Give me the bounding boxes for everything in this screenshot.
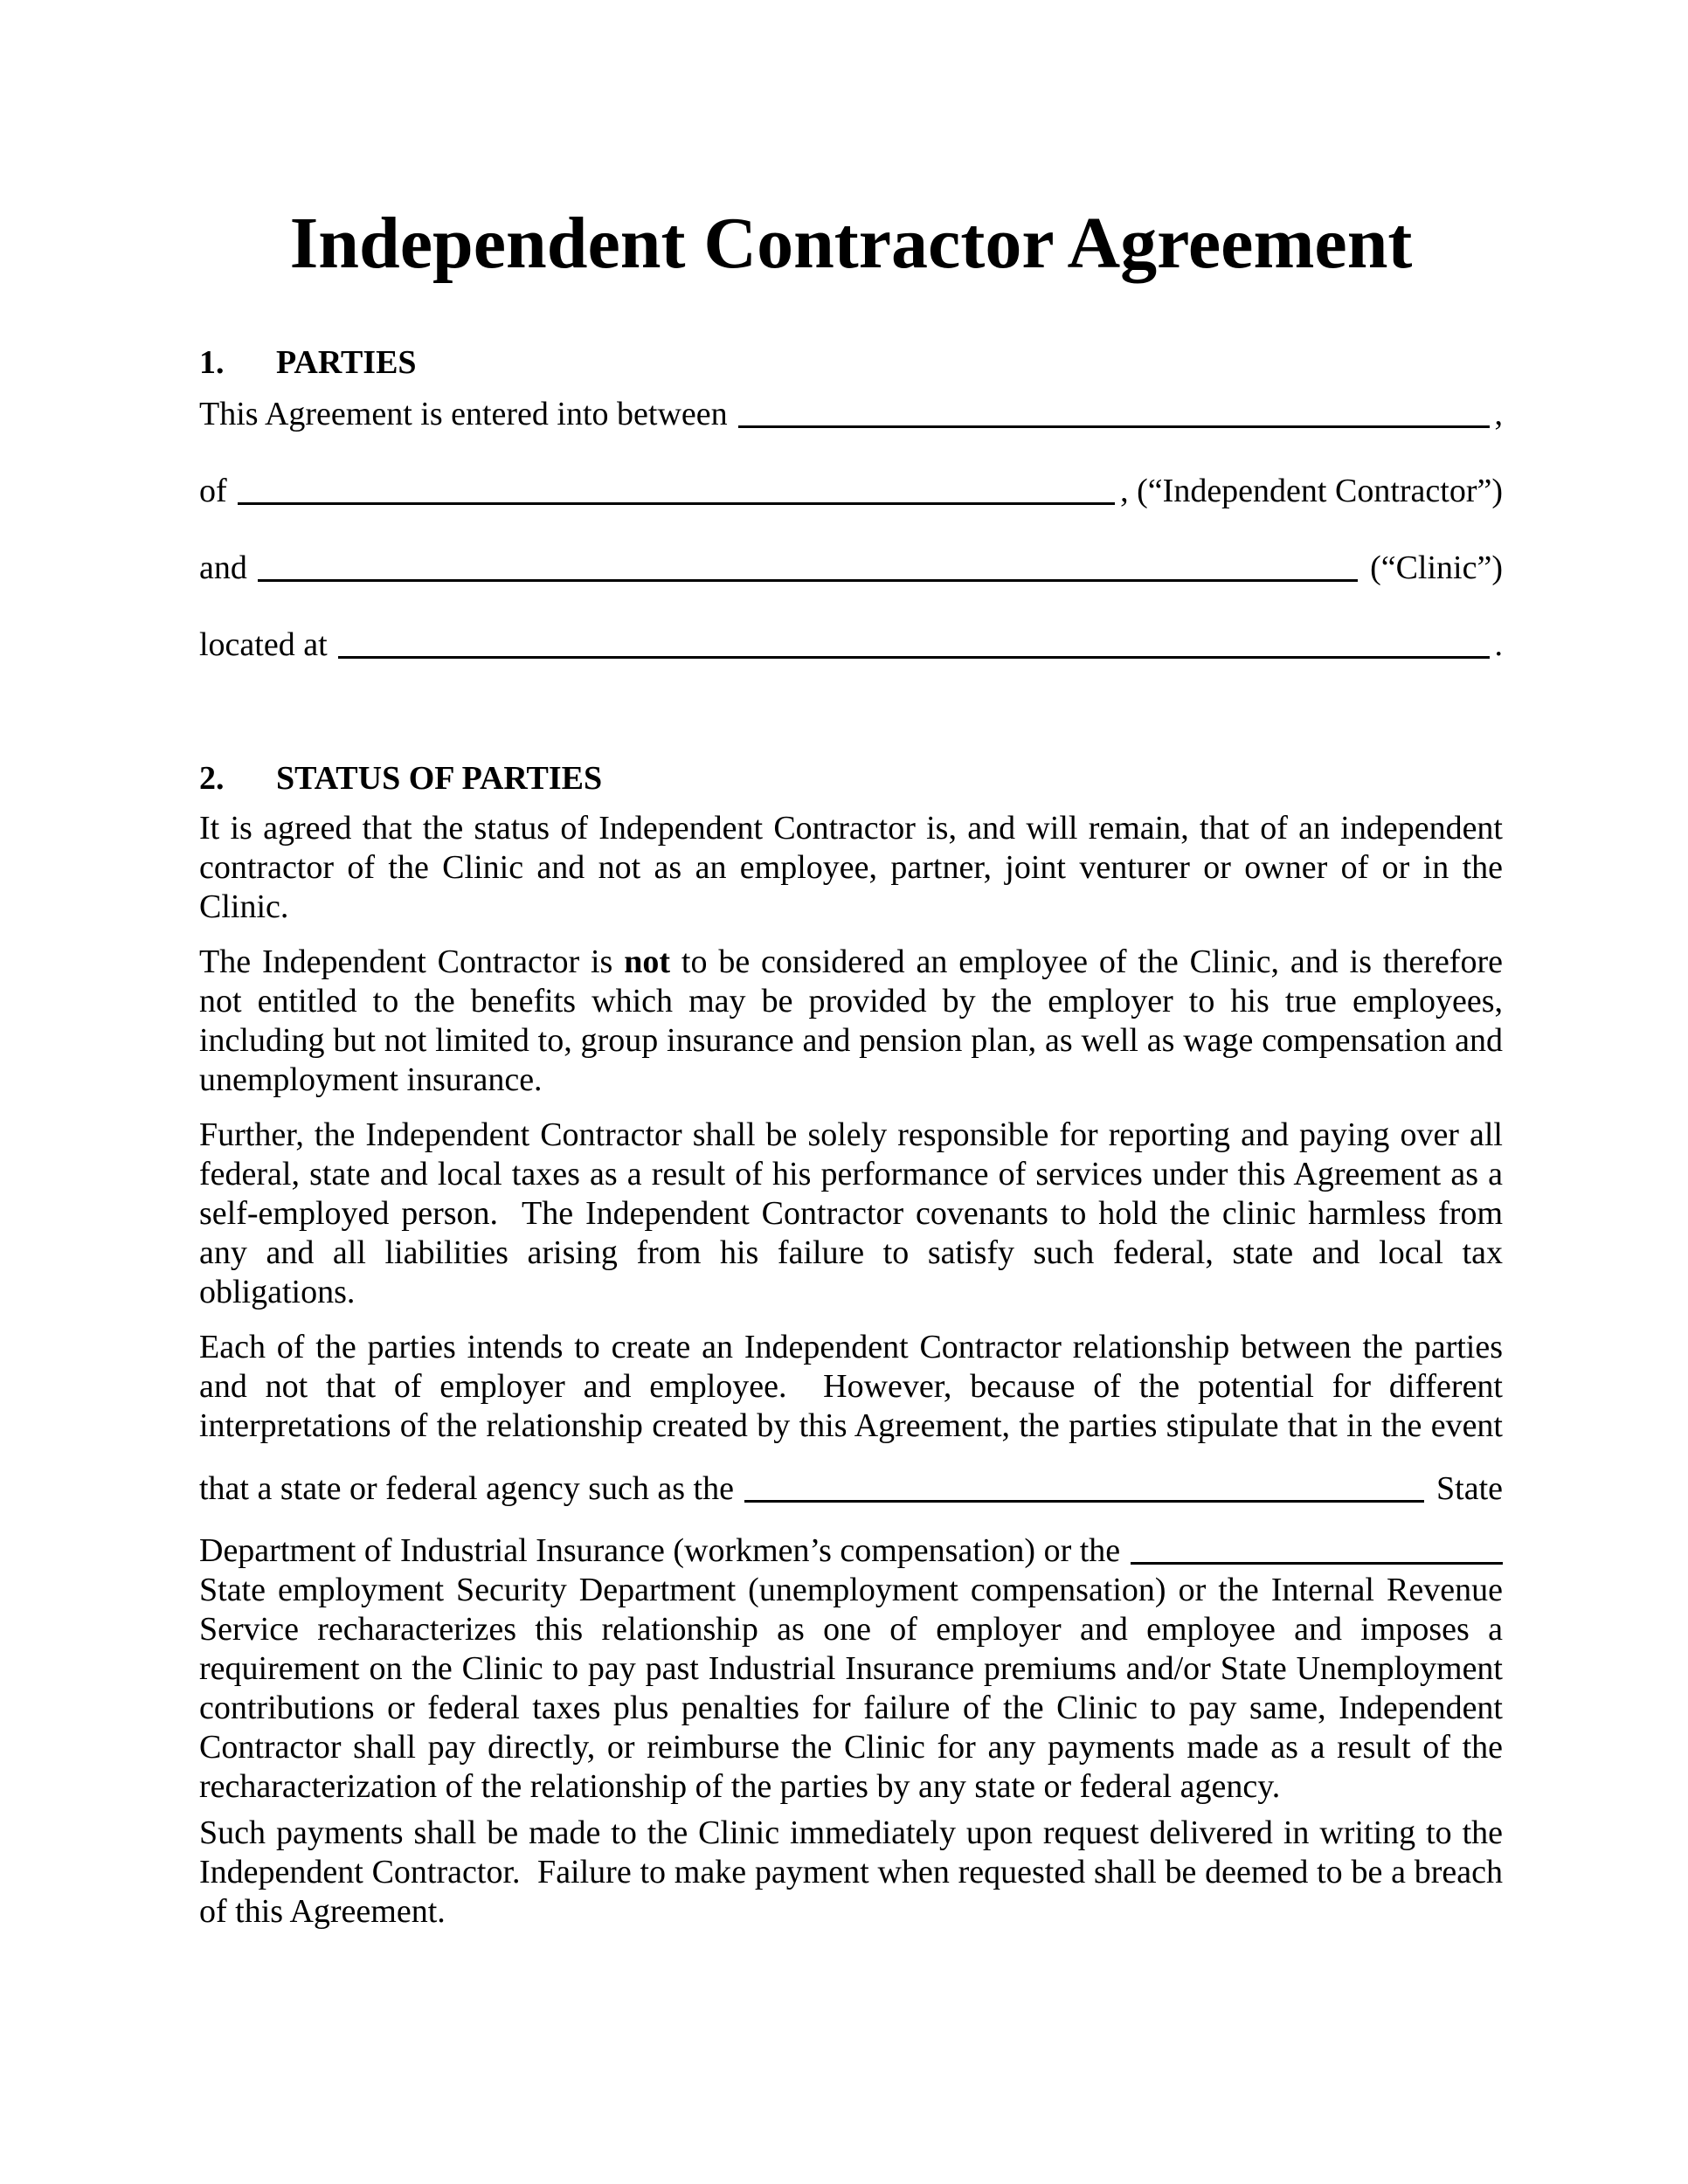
status-clause-paragraph-4: Each of the parties intends to create an Independent Contractor relationship between the parties and not that of employer and employee. However, because of the potential for different interpretations of the relationship created by this Agreement, the parties stipulate that in the event — [199, 1329, 1503, 1444]
parties-name-row — [199, 395, 1503, 434]
status-clause-paragraph-5: State employment Security Department (unemployment compensation) or the Internal Revenue Service recharacterizes this relationship as one of employer and employee and imposes a requirement on the Clinic to pay past Industrial Insurance premiums and/or State Unemployment contributions or federal taxes plus penalties for failure of the Clinic to pay same, Independent Contractor shall pay directly, or reimburse the Clinic for any payments made as a result of the recharacterization of the relationship of the parties by any state or federal agency. — [199, 1572, 1503, 1805]
clinic-name-blank[interactable] — [258, 579, 1358, 582]
status-clause-paragraph-2 — [199, 943, 1503, 1100]
state-agency-blank[interactable] — [744, 1500, 1424, 1503]
department-label: Department of Industrial Insurance (workmen’s compensation) or the — [199, 1532, 1121, 1569]
state-agency-trail: State — [1436, 1470, 1503, 1507]
section-2-heading — [199, 759, 1503, 798]
section-1-number: 1. — [199, 344, 225, 381]
contractor-name-blank[interactable] — [738, 425, 1490, 428]
status-clause-paragraph-1: It is agreed that the status of Independent Contractor is, and will remain, that of an independent contractor of the Clinic and not as an employee, partner, joint venturer or owner of or in the Clinic. — [199, 810, 1503, 925]
clinic-name-label: and — [199, 549, 247, 586]
status-clause-paragraph-6: Such payments shall be made to the Clinic immediately upon request delivered in writing to the Independent Contractor. Failure to make payment when requested shall be deemed to be a breach of this Agreement. — [199, 1814, 1503, 1930]
department-row — [199, 1531, 1503, 1571]
independent-contractor-designation: , (“Independent Contractor”) — [1120, 473, 1503, 509]
section-1-heading — [199, 343, 1503, 383]
clinic-designation: (“Clinic”) — [1370, 549, 1503, 586]
state-agency-label: that a state or federal agency such as the — [199, 1470, 734, 1507]
state-agency-row — [199, 1469, 1503, 1509]
paragraph-2-bold-not: not — [624, 943, 671, 980]
paragraph-2-text-before: The Independent Contractor is — [199, 943, 625, 980]
clinic-location-blank[interactable] — [338, 656, 1490, 659]
contractor-address-blank[interactable] — [238, 502, 1115, 505]
clinic-name-row — [199, 549, 1503, 588]
contractor-address-label: of — [199, 473, 227, 509]
clinic-location-row — [199, 625, 1503, 665]
section-1-title: PARTIES — [276, 344, 417, 381]
paragraph-2-text-after: to be considered an employee of the Clinic, and is therefore not entitled to the benefits which may be provided by the employer to his true employees, including but not limited to, group insurance and pension plan, as well as wage compensation and unemployment insurance. — [199, 943, 1503, 1098]
section-2-number: 2. — [199, 760, 225, 797]
department-blank[interactable] — [1131, 1562, 1503, 1565]
parties-name-label: This Agreement is entered into between — [199, 396, 728, 432]
parties-name-trail: , — [1494, 396, 1503, 432]
contractor-address-row — [199, 472, 1503, 511]
clinic-location-label: located at — [199, 626, 328, 663]
status-clause-paragraph-3: Further, the Independent Contractor shall be solely responsible for reporting and paying over all federal, state and local taxes as a result of his performance of services under this Agreement as a self-employed person. The Independent Contractor covenants to hold the clinic harmless from any and all liabilities arising from his failure to satisfy such federal, state and local tax obligations. — [199, 1116, 1503, 1310]
section-2-title: STATUS OF PARTIES — [276, 760, 603, 797]
document-title: Independent Contractor Agreement — [289, 203, 1413, 284]
clinic-location-trail: . — [1494, 626, 1503, 663]
